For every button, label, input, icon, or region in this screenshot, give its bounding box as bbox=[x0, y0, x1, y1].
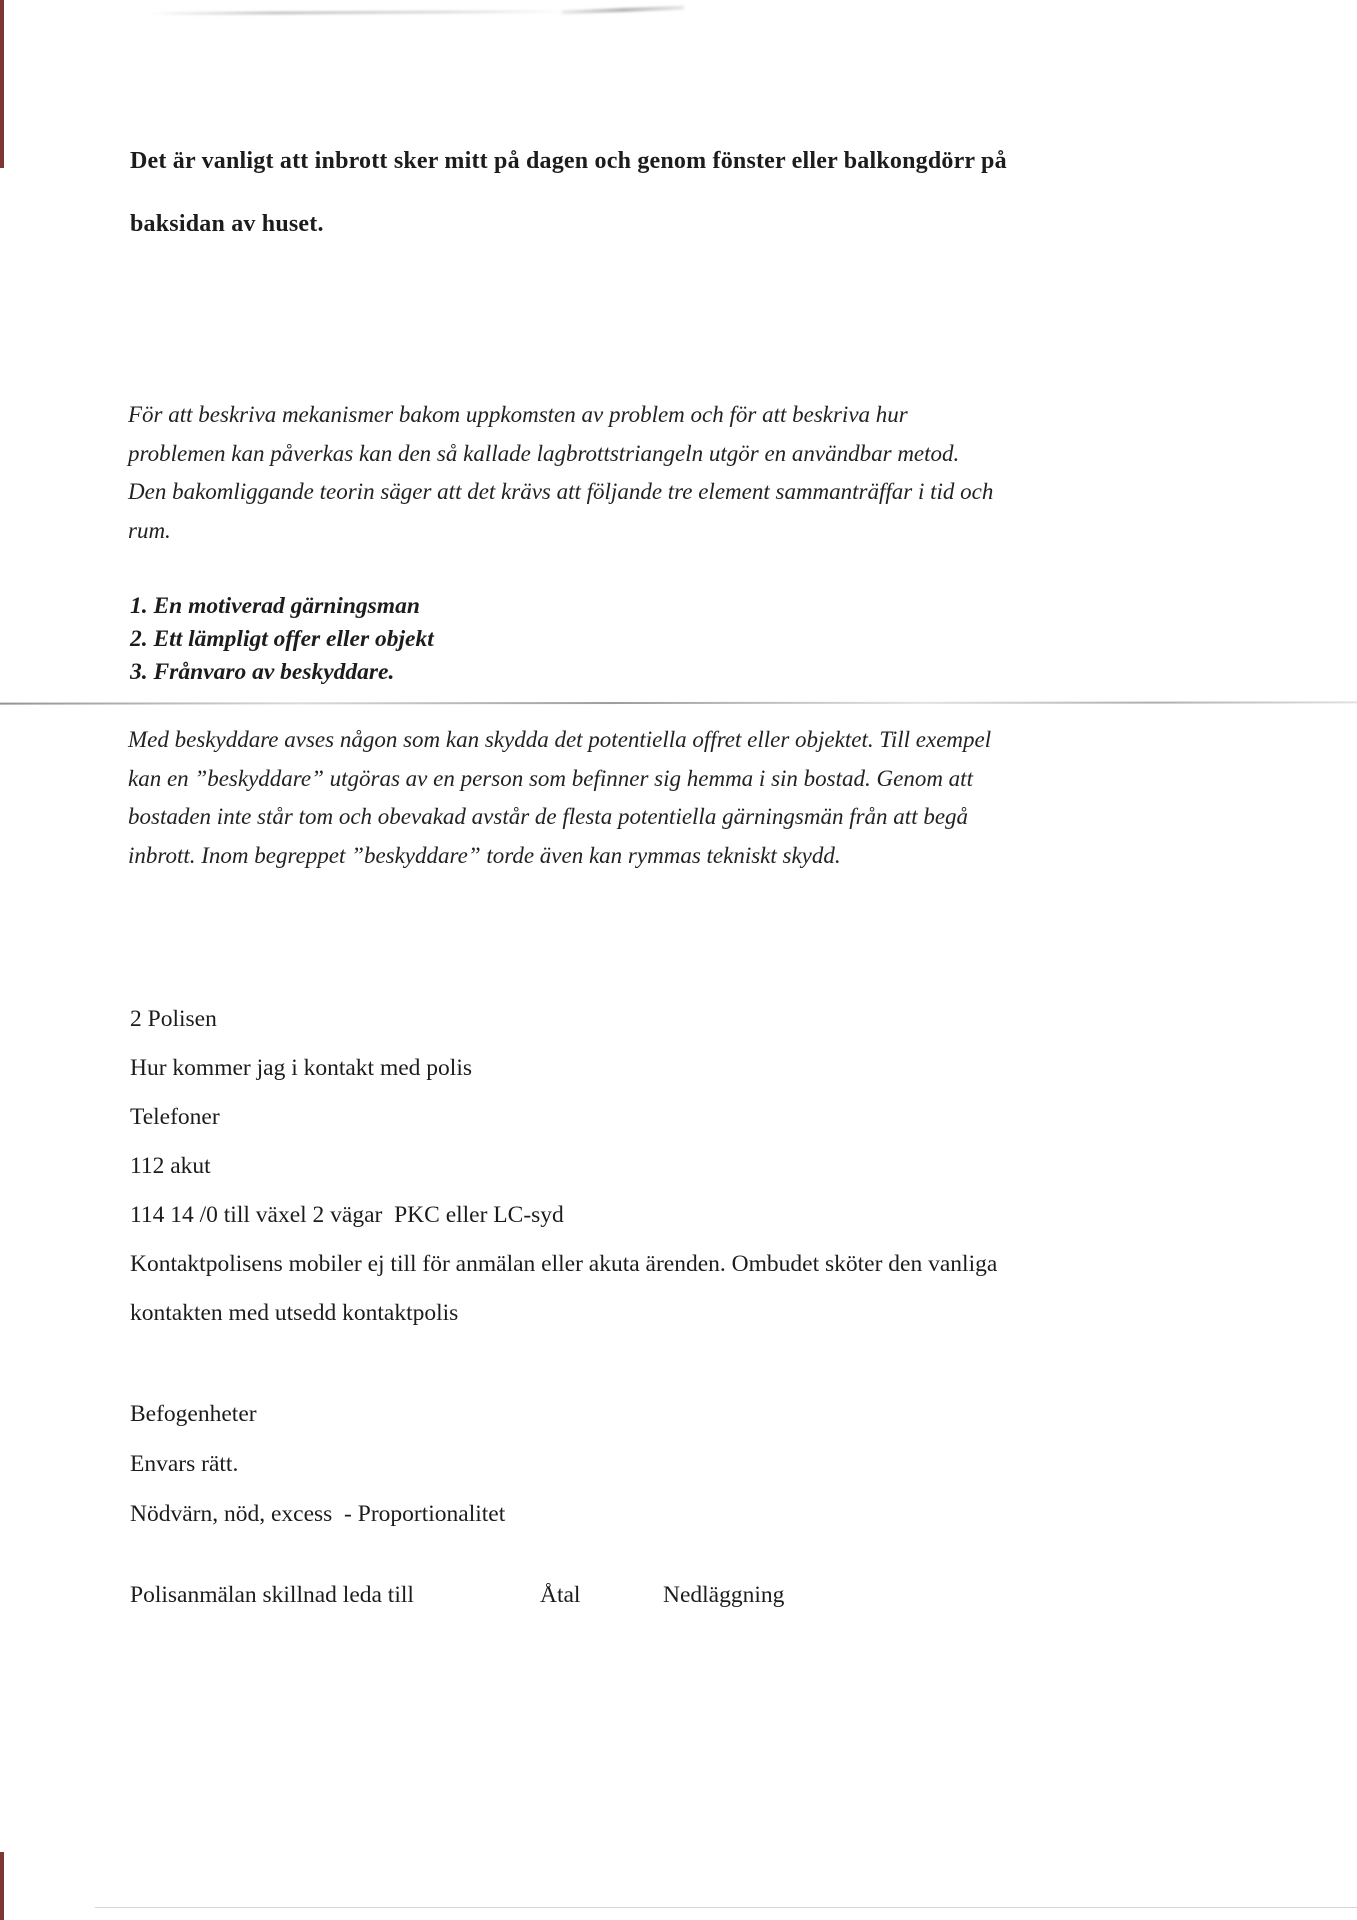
paragraph-line: inbrott. Inom begreppet ”beskyddare” torde även kan rymmas tekniskt skydd. bbox=[128, 842, 841, 868]
paragraph-line: problemen kan påverkas kan den så kallade lagbrottstriangeln utgör en användbar metod. bbox=[128, 440, 960, 466]
list-item: 3. Frånvaro av beskyddare. bbox=[130, 659, 395, 685]
paragraph-line: Den bakomliggande teorin säger att det krävs att följande tre element sammanträffar i tid och bbox=[128, 479, 994, 504]
section-line: Hur kommer jag i kontakt med polis bbox=[130, 1055, 473, 1081]
section-line: Kontaktpolisens mobiler ej till för anmälan eller akuta ärenden. Ombudet sköter den vanliga bbox=[130, 1251, 998, 1277]
report-row-option-nedlaggning: Nedläggning bbox=[663, 1582, 785, 1608]
police-section bbox=[130, 995, 997, 1338]
section-line: 114 14 /0 till växel 2 vägar PKC eller LC-syd bbox=[130, 1202, 564, 1228]
section-line: 112 akut bbox=[130, 1153, 211, 1179]
scan-smudge bbox=[150, 10, 570, 15]
section-line: Telefoner bbox=[130, 1104, 220, 1130]
section-line: Nödvärn, nöd, excess - Proportionalitet bbox=[130, 1501, 506, 1527]
powers-section bbox=[130, 1389, 505, 1539]
heading-line: Det är vanligt att inbrott sker mitt på dagen och genom fönster eller balkongdörr på bbox=[130, 148, 1007, 174]
intro-paragraph bbox=[128, 396, 993, 550]
section-line: kontakten med utsedd kontaktpolis bbox=[130, 1300, 459, 1326]
paragraph-line: bostaden inte står tom och obevakad avstår de flesta potentiella gärningsmän från att begå bbox=[128, 804, 969, 829]
document-heading bbox=[130, 130, 1007, 256]
scan-edge-artifact bbox=[0, 0, 4, 168]
section-line: Envars rätt. bbox=[130, 1451, 239, 1477]
guardian-paragraph bbox=[128, 721, 991, 875]
section-line: Befogenheter bbox=[130, 1401, 257, 1427]
scan-edge-artifact bbox=[0, 1852, 4, 1920]
police-report-row bbox=[0, 1582, 1357, 1616]
scan-line-artifact bbox=[95, 1907, 1357, 1908]
section-line: 2 Polisen bbox=[130, 1006, 217, 1032]
paragraph-line: kan en ”beskyddare” utgöras av en person som befinner sig hemma i sin bostad. Genom att bbox=[128, 765, 973, 791]
paragraph-line: rum. bbox=[128, 517, 171, 543]
scan-smudge bbox=[562, 6, 684, 15]
crime-triangle-list bbox=[130, 590, 434, 689]
paragraph-line: För att beskriva mekanismer bakom uppkomsten av problem och för att beskriva hur bbox=[128, 402, 908, 427]
list-item: 1. En motiverad gärningsman bbox=[130, 593, 420, 619]
report-row-label: Polisanmälan skillnad leda till bbox=[130, 1582, 414, 1608]
list-item: 2. Ett lämpligt offer eller objekt bbox=[130, 626, 434, 652]
paragraph-line: Med beskyddare avses någon som kan skydda det potentiella offret eller objektet. Till exempel bbox=[128, 727, 992, 752]
report-row-option-atal: Åtal bbox=[540, 1582, 581, 1608]
heading-line: baksidan av huset. bbox=[130, 211, 324, 237]
horizontal-divider bbox=[0, 701, 1357, 704]
